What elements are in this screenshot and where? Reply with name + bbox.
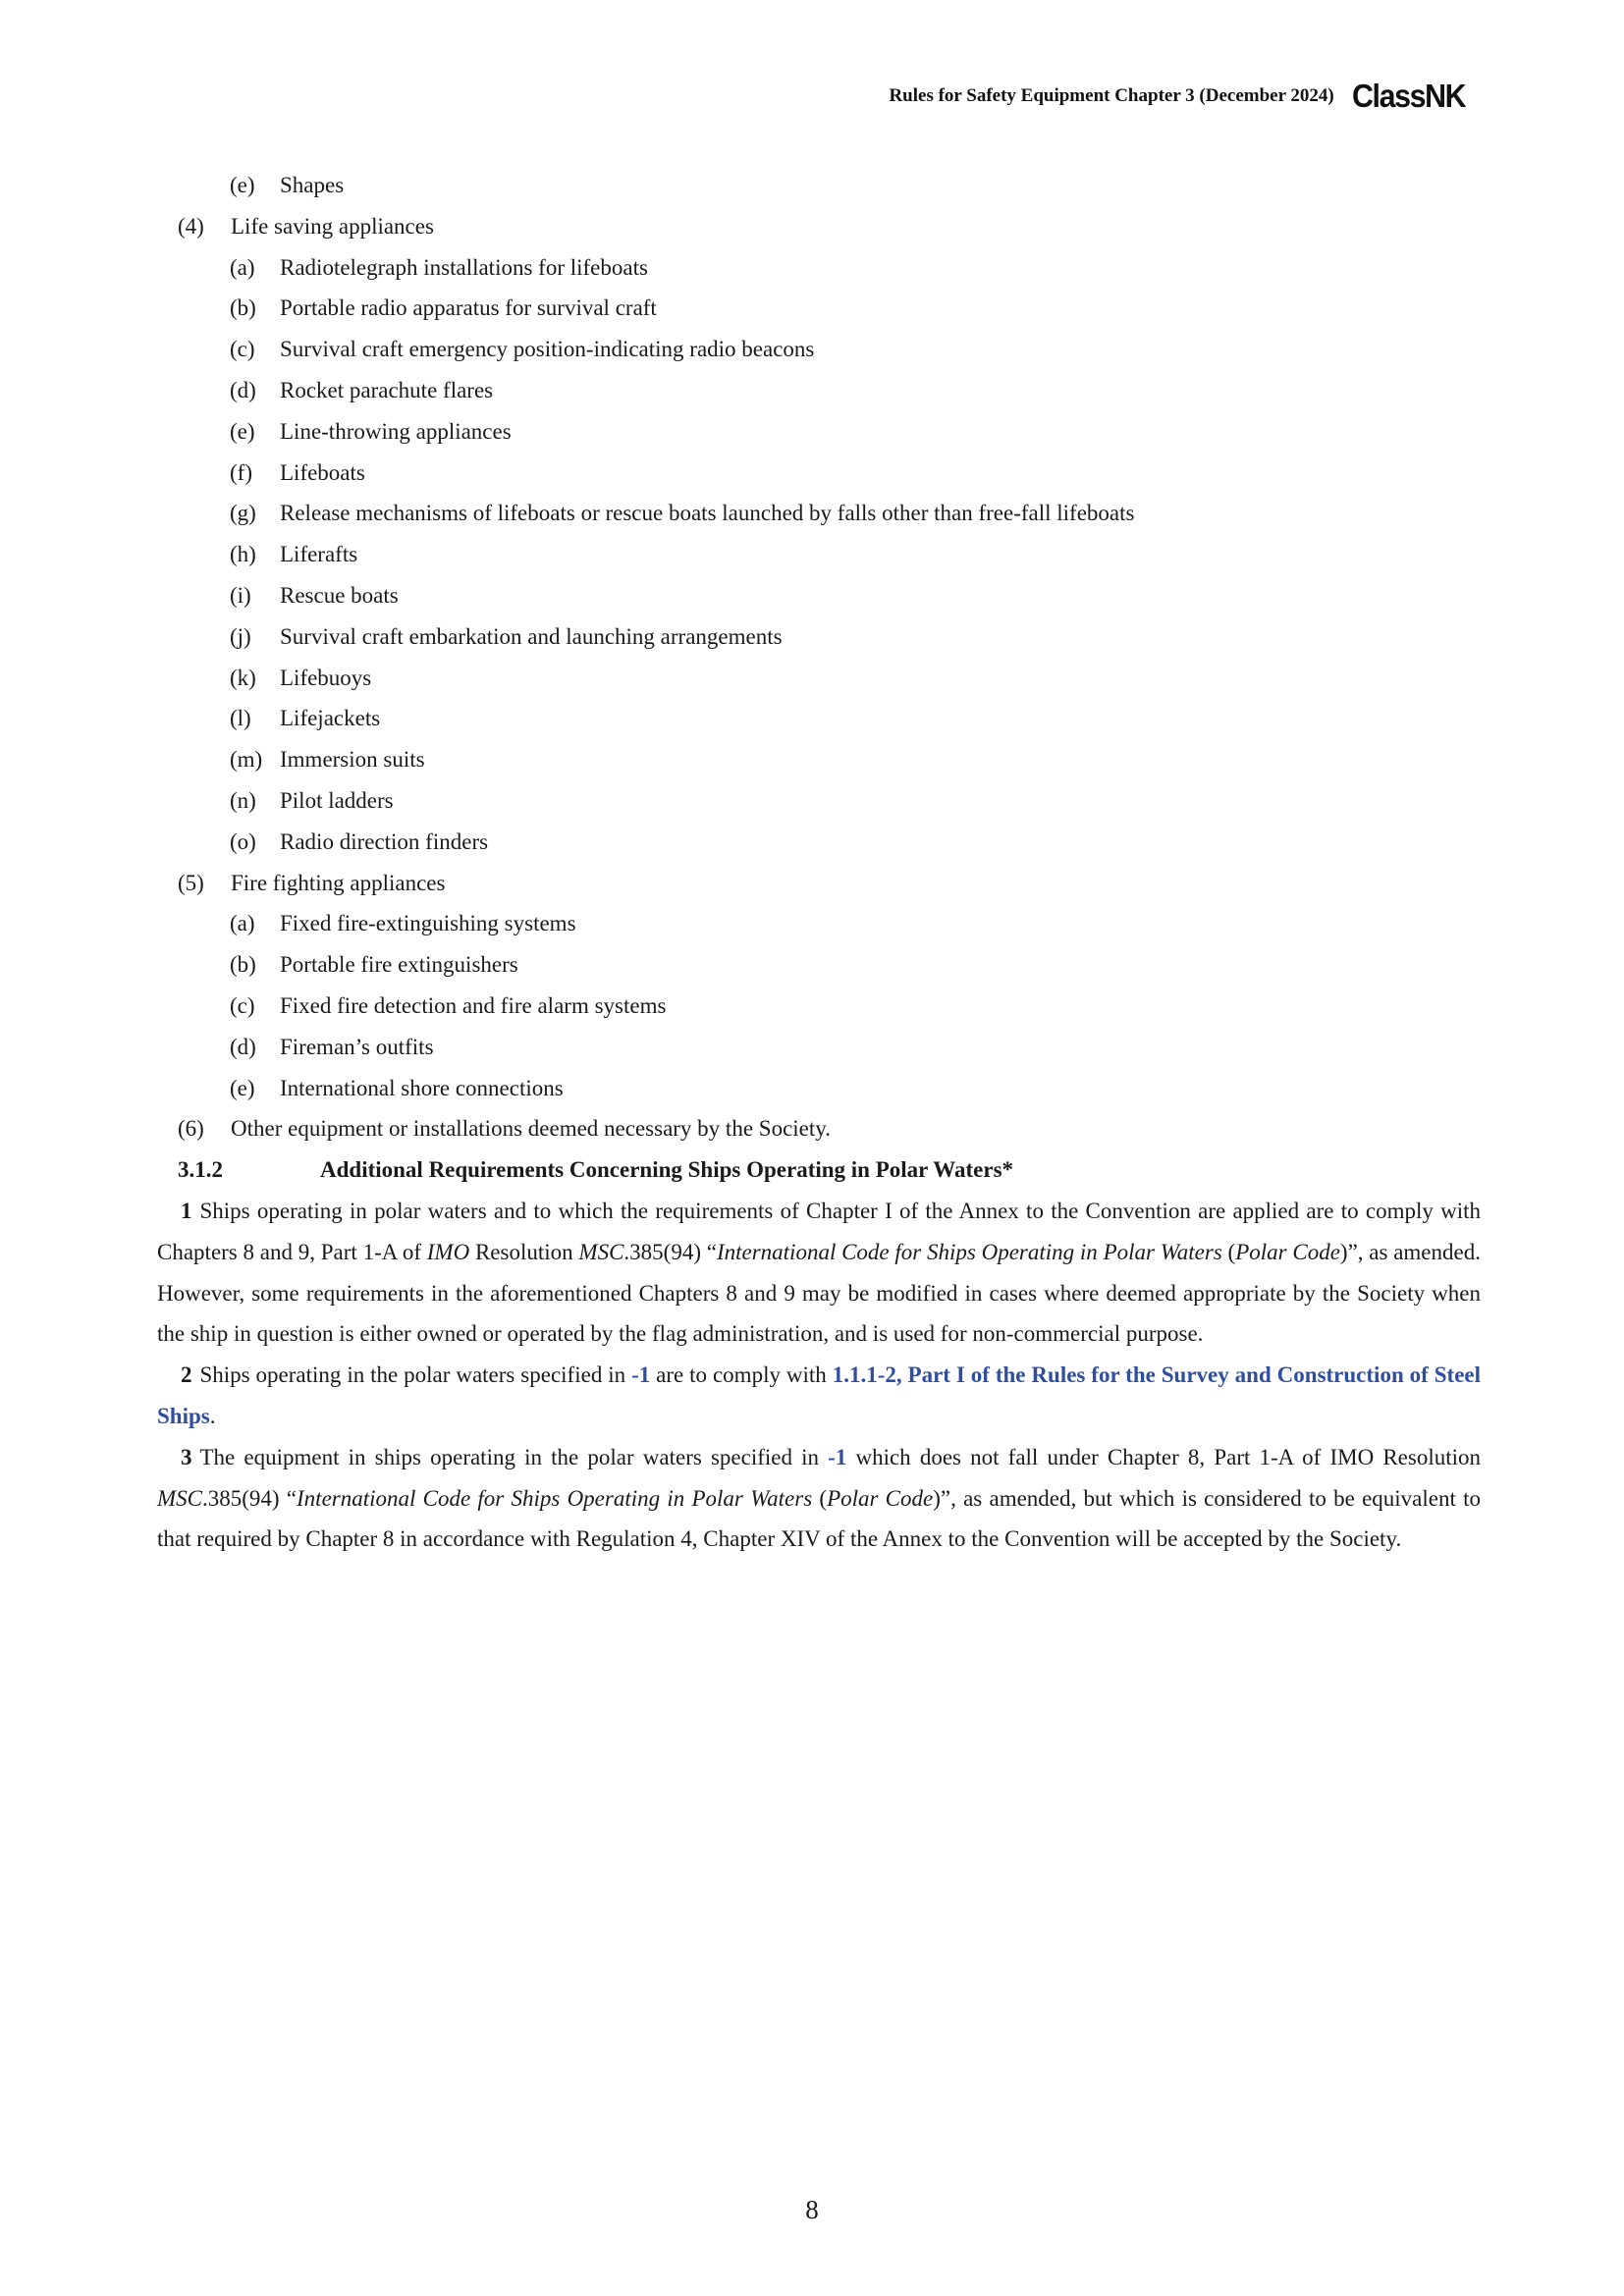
- list-item-label: (b): [230, 952, 256, 978]
- list-item-text: Portable fire extinguishers: [280, 952, 518, 978]
- paragraph-text-italic: MSC: [157, 1485, 202, 1511]
- paragraph-text: which does not fall under Chapter 8, Part 1-A of IMO Resolution: [846, 1444, 1481, 1469]
- list-item: [157, 780, 1481, 822]
- list-item-text: Release mechanisms of lifeboats or rescue boats launched by falls other than free-fall lifeboats: [280, 501, 1135, 526]
- paragraph-text-italic: International Code for Ships Operating in Polar Waters: [716, 1239, 1222, 1264]
- list-item: [157, 453, 1481, 494]
- paragraph-text-italic: IMO: [426, 1239, 470, 1264]
- list-group-text: Other equipment or installations deemed necessary by the Society.: [231, 1116, 832, 1142]
- section-title: Additional Requirements Concerning Ships Operating in Polar Waters*: [320, 1157, 1014, 1183]
- list-item: [157, 247, 1481, 289]
- list-item-label: (f): [230, 459, 252, 485]
- list-item: [157, 1068, 1481, 1109]
- paragraph-2: [157, 1355, 1481, 1437]
- paragraph-text: (: [812, 1485, 828, 1511]
- paragraph-text: .385(94) “: [623, 1239, 717, 1264]
- list-item: [157, 575, 1481, 616]
- classnk-logo: ClassNK: [1351, 78, 1465, 114]
- list-item-text: Radio direction finders: [280, 828, 489, 854]
- page-number: 8: [805, 2195, 819, 2224]
- list-item-label: (m): [230, 747, 263, 773]
- list-item: [157, 986, 1481, 1027]
- paragraph-text: (: [1221, 1239, 1236, 1264]
- list-item-text: Survival craft emergency position-indicating radio beacons: [280, 337, 815, 362]
- paragraph-text: .385(94) “: [202, 1485, 298, 1511]
- paragraph-text: are to comply with: [650, 1362, 833, 1388]
- paragraph-text: Ships operating in polar waters and to which the requirements of Chapter I of the Annex to the Convention are applied are to comply with Chapters 8 and 9, Part 1-A of: [157, 1198, 1481, 1264]
- list-item: [157, 411, 1481, 453]
- page-header: [889, 77, 1475, 116]
- list-item-label: (e): [230, 173, 255, 197]
- list-item-text: Shapes: [280, 173, 345, 197]
- paragraph-text: Ships operating in the polar waters specified in: [199, 1362, 632, 1388]
- list-item-label: (e): [230, 418, 255, 444]
- list-item-text: Immersion suits: [280, 747, 425, 773]
- list-item-text: Rescue boats: [280, 582, 399, 608]
- list-item: [157, 288, 1481, 329]
- paragraph-text: Resolution: [469, 1239, 579, 1264]
- list-item-text: Line-throwing appliances: [280, 418, 512, 444]
- list-group-4: [157, 206, 1481, 247]
- list-item-label: (g): [230, 501, 256, 526]
- list-item-text: International shore connections: [280, 1075, 564, 1100]
- list-group-label: (6): [178, 1116, 204, 1142]
- list-item: [157, 534, 1481, 575]
- paragraph-number: 1: [181, 1198, 192, 1223]
- paragraph-text-italic: MSC: [578, 1239, 624, 1264]
- section-number: 3.1.2: [178, 1157, 223, 1183]
- list-item: [157, 658, 1481, 699]
- list-group-label: (4): [178, 213, 204, 239]
- list-item-label: (j): [230, 623, 251, 649]
- list-item-text: Survival craft embarkation and launching arrangements: [280, 623, 783, 649]
- list-group-6: [157, 1108, 1481, 1149]
- cross-reference-link[interactable]: -1: [828, 1444, 847, 1469]
- list-group-text: Life saving appliances: [231, 213, 434, 239]
- list-item-text: Fixed fire-extinguishing systems: [280, 911, 576, 936]
- list-item-text: Pilot ladders: [280, 787, 394, 813]
- list-item: [157, 493, 1481, 534]
- list-item-label: (k): [230, 665, 256, 690]
- list-item-label: (o): [230, 828, 256, 854]
- list-item-label: (e): [230, 1075, 255, 1100]
- document-body: [157, 165, 1481, 1560]
- list-item: [157, 329, 1481, 370]
- paragraph-number: 2: [181, 1362, 192, 1388]
- list-item: [157, 739, 1481, 780]
- list-item-text: Portable radio apparatus for survival craft: [280, 295, 657, 321]
- list-item-label: (n): [230, 787, 256, 813]
- list-item: [157, 370, 1481, 411]
- list-item-text: Lifeboats: [280, 459, 365, 485]
- list-group-label: (5): [178, 870, 204, 895]
- list-item-label: (h): [230, 542, 256, 567]
- list-group-5: [157, 863, 1481, 904]
- list-item-label: (d): [230, 1034, 256, 1059]
- list-item: [157, 698, 1481, 739]
- list-item-label: (i): [230, 582, 251, 608]
- cross-reference-link[interactable]: -1: [631, 1362, 651, 1388]
- list-item-text: Fixed fire detection and fire alarm systems: [280, 992, 667, 1018]
- list-item: [157, 903, 1481, 944]
- list-item-label: (l): [230, 706, 251, 731]
- paragraph-number: 3: [181, 1444, 192, 1469]
- list-item-text: Liferafts: [280, 542, 358, 567]
- list-item: [157, 616, 1481, 658]
- header-title: Rules for Safety Equipment Chapter 3 (December 2024): [889, 85, 1334, 106]
- paragraph-text-italic: Polar Code: [827, 1485, 934, 1511]
- paragraph-1: [157, 1191, 1481, 1355]
- list-item-text: Radiotelegraph installations for lifeboats: [280, 254, 648, 280]
- paragraph-text-italic: Polar Code: [1235, 1239, 1340, 1264]
- list-item-label: (c): [230, 337, 255, 362]
- list-item-label: (c): [230, 992, 255, 1018]
- section-heading: [157, 1149, 1481, 1191]
- list-item-label: (d): [230, 377, 256, 402]
- list-item: [157, 822, 1481, 863]
- list-item-label: (a): [230, 254, 255, 280]
- list-item-label: (a): [230, 911, 255, 936]
- list-group-text: Fire fighting appliances: [231, 870, 446, 895]
- paragraph-text: The equipment in ships operating in the polar waters specified in: [199, 1444, 829, 1469]
- paragraph-text: )”, as amended. However, some requirements in the aforementioned Chapters 8 and 9 may be modified in cases where deemed appropriate by the Society when the ship in question is either owned or operated by the flag administration, and is used for non-commercial purpose.: [157, 1239, 1481, 1347]
- list-item: [157, 165, 1481, 206]
- list-item-text: Fireman’s outfits: [280, 1034, 434, 1059]
- list-item-label: (b): [230, 295, 256, 321]
- list-item: [157, 944, 1481, 986]
- list-item-text: Lifejackets: [280, 706, 381, 731]
- paragraph-text-italic: International Code for Ships Operating in Polar Waters: [297, 1485, 813, 1511]
- paragraph-text: .: [209, 1403, 216, 1428]
- paragraph-text: )”, as amended, but which is considered to be equivalent to that required by Chapter 8 in accordance with Regulation 4, Chapter XIV of the Annex to the Convention will be accepted by the Society.: [157, 1485, 1481, 1552]
- list-item-text: Lifebuoys: [280, 665, 372, 690]
- cross-reference-link[interactable]: 1.1.1-2, Part I of the Rules for the Survey and Construction of Steel Ships: [157, 1362, 1481, 1428]
- list-item: [157, 1027, 1481, 1068]
- paragraph-3: [157, 1437, 1481, 1560]
- list-item-text: Rocket parachute flares: [280, 377, 494, 402]
